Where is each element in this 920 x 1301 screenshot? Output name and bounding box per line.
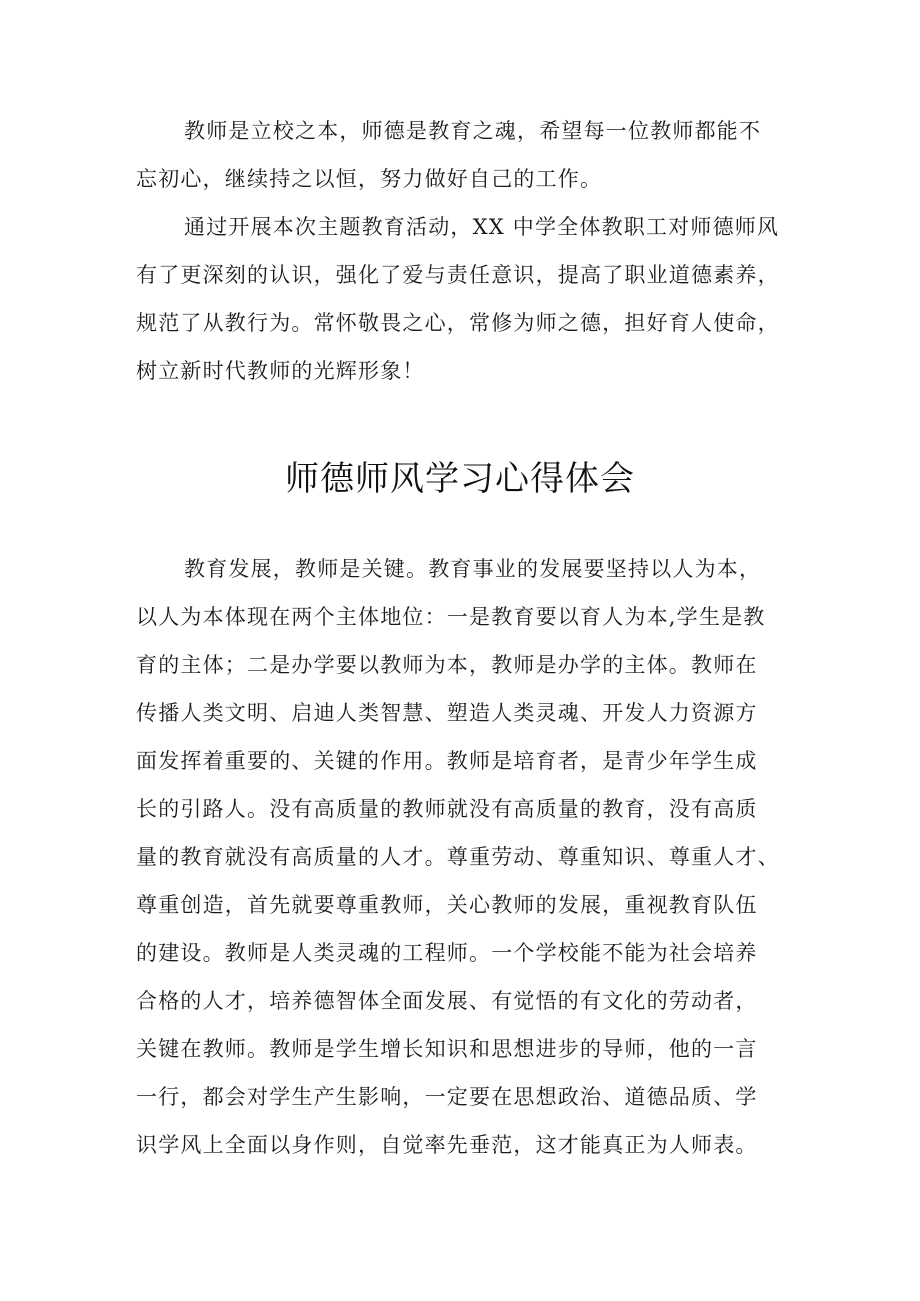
page-title: 师德师风学习心得体会 [285, 459, 635, 499]
paragraph-line: 尊重创造，首先就要尊重教师，关心教师的发展，重视教育队伍 [136, 893, 758, 917]
paragraph-line: 一行，都会对学生产生影响，一定要在思想政治、道德品质、学 [136, 1085, 758, 1109]
paragraph-line: 的建设。教师是人类灵魂的工程师。一个学校能不能为社会培养 [136, 941, 758, 965]
paragraph-line: 通过开展本次主题教育活动，XX 中学全体教职工对师德师风 [184, 215, 780, 239]
paragraph-line: 忘初心，继续持之以恒，努力做好自己的工作。 [136, 167, 603, 191]
paragraph-line: 长的引路人。没有高质量的教师就没有高质量的教育，没有高质 [136, 797, 758, 821]
paragraph-line: 教育发展，教师是关键。教育事业的发展要坚持以人为本， [184, 557, 762, 581]
paragraph-line: 有了更深刻的认识，强化了爱与责任意识，提高了职业道德素养， [136, 263, 780, 287]
paragraph-line: 教师是立校之本，师德是教育之魂，希望每一位教师都能不 [184, 119, 762, 143]
paragraph-line: 合格的人才，培养德智体全面发展、有觉悟的有文化的劳动者， [136, 989, 758, 1013]
paragraph-line: 传播人类文明、启迪人类智慧、塑造人类灵魂、开发人力资源方 [136, 701, 758, 725]
paragraph-line: 以人为本体现在两个主体地位：一是教育要以育人为本,学生是教 [136, 605, 766, 629]
paragraph-line: 面发挥着重要的、关键的作用。教师是培育者，是青少年学生成 [136, 749, 758, 773]
paragraph-line: 关键在教师。教师是学生增长知识和思想进步的导师，他的一言 [136, 1037, 758, 1061]
paragraph-line: 育的主体；二是办学要以教师为本，教师是办学的主体。教师在 [136, 653, 758, 677]
paragraph-line: 量的教育就没有高质量的人才。尊重劳动、尊重知识、尊重人才、 [136, 845, 780, 869]
paragraph-line: 树立新时代教师的光辉形象！ [136, 359, 425, 383]
paragraph-line: 识学风上全面以身作则，自觉率先垂范，这才能真正为人师表。 [136, 1133, 758, 1157]
paragraph-line: 规范了从教行为。常怀敬畏之心，常修为师之德，担好育人使命， [136, 311, 780, 335]
